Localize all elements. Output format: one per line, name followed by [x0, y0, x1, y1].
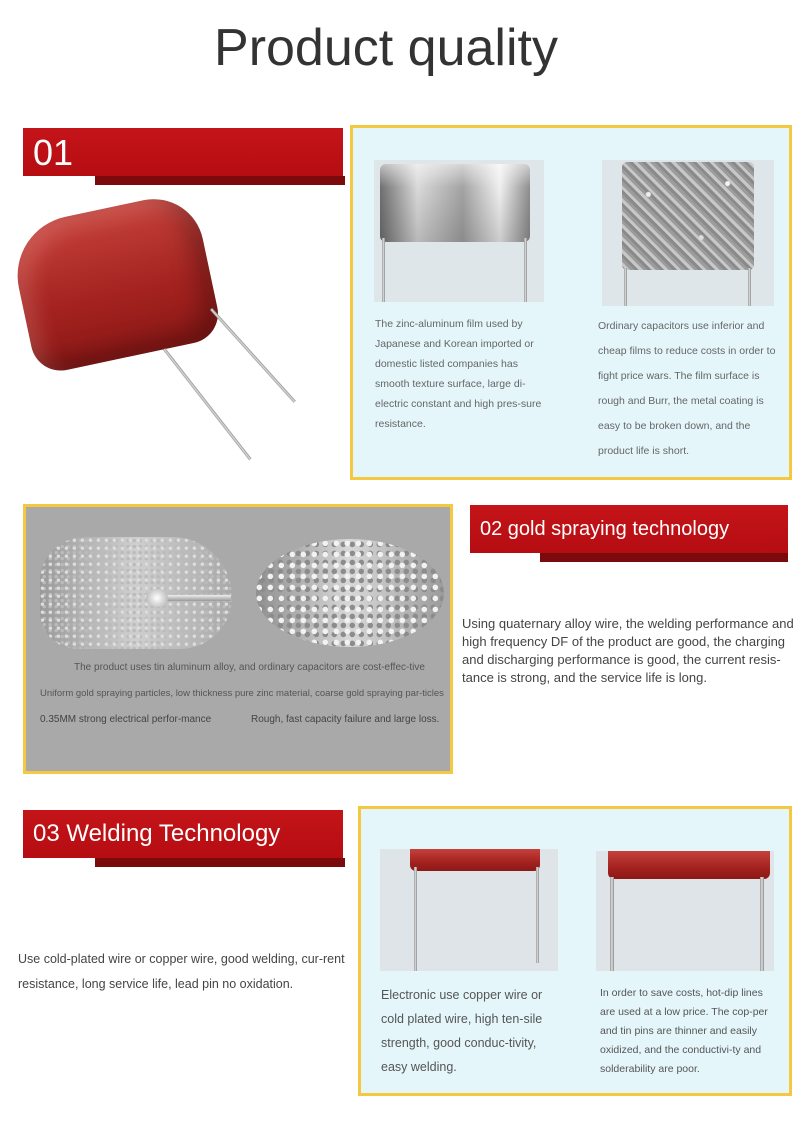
film-lead-left: [382, 238, 385, 302]
capacitor-body: [6, 190, 223, 376]
section1-panel: [350, 125, 792, 480]
section2-heading: 02 gold spraying technology: [480, 518, 730, 540]
hotdip-wire-photo: [596, 851, 774, 971]
rough-film-caption: Ordinary capacitors use inferior and cheap films to reduce costs in order to fight price wars. The film surface is rough and Burr, the metal coating is easy to be broken down, and the product life is short.: [598, 320, 776, 457]
caption-line1: The product uses tin aluminum alloy, and ordinary capacitors are cost-effec-tive: [74, 662, 425, 673]
rough-film-body: [622, 162, 754, 270]
section3-banner: [23, 810, 343, 858]
red-capacitor-top: [410, 849, 540, 871]
caption-line2: Uniform gold spraying particles, low thickness pure zinc material, coarse gold spraying par-ticles: [40, 688, 444, 699]
section1-number: 01: [33, 132, 74, 173]
section3-heading: 03 Welding Technology: [33, 820, 281, 847]
rough-lead-right: [748, 268, 751, 306]
probe-tip: [146, 589, 168, 607]
smooth-film-photo: [374, 160, 544, 302]
section2-banner: [470, 505, 788, 553]
rough-lead-left: [624, 268, 627, 306]
capacitor-lead-left: [163, 348, 252, 460]
coarse-spray-photo: [256, 539, 444, 647]
metal-film-body: [380, 164, 530, 242]
copper-wire-caption: Electronic use copper wire or cold plated wire, high ten-sile strength, good conduc-tivity, easy welding.: [381, 988, 543, 1074]
hotdip-wire-caption: In order to save costs, hot-dip lines are used at a low price. The cop-per and tin pins are thinner and easily oxidized, and the conductivi-ty and solderability are poor.: [600, 987, 768, 1075]
section3-body: Use cold-plated wire or copper wire, good welding, cur-rent resistance, long service life, lead pin no oxidation.: [18, 952, 345, 991]
smooth-film-caption: The zinc-aluminum film used by Japanese and Korean imported or domestic listed companies has smooth texture surface, large di-electric constant and high pres-sure resistance.: [375, 318, 542, 430]
film-lead-right: [524, 238, 527, 302]
capacitor-lead-right: [210, 308, 296, 403]
page-title: Product quality: [214, 19, 558, 77]
red-capacitor-top: [608, 851, 770, 879]
section3-panel: [358, 806, 792, 1096]
section1-banner: [23, 128, 343, 176]
banner-underline: [540, 553, 788, 562]
caption-right: Rough, fast capacity failure and large loss.: [251, 714, 440, 725]
section2-panel: [23, 504, 453, 774]
caption-left: 0.35MM strong electrical perfor-mance: [40, 714, 212, 725]
hotdip-lead-left: [610, 877, 614, 971]
red-capacitor-image: [15, 200, 335, 490]
section2-body: Using quaternary alloy wire, the welding performance and high frequency DF of the product are good, the charging and discharging performance is good, the current resis-tance is strong, and the service life is long.: [462, 616, 794, 685]
banner-underline: [95, 858, 345, 867]
uniform-spray-photo: [40, 537, 232, 649]
hotdip-lead-right: [760, 877, 764, 971]
copper-wire-photo: [380, 849, 558, 971]
banner-underline: [95, 176, 345, 185]
rough-film-photo: [602, 160, 774, 306]
copper-lead-left: [414, 867, 417, 971]
copper-lead-right: [536, 867, 539, 963]
